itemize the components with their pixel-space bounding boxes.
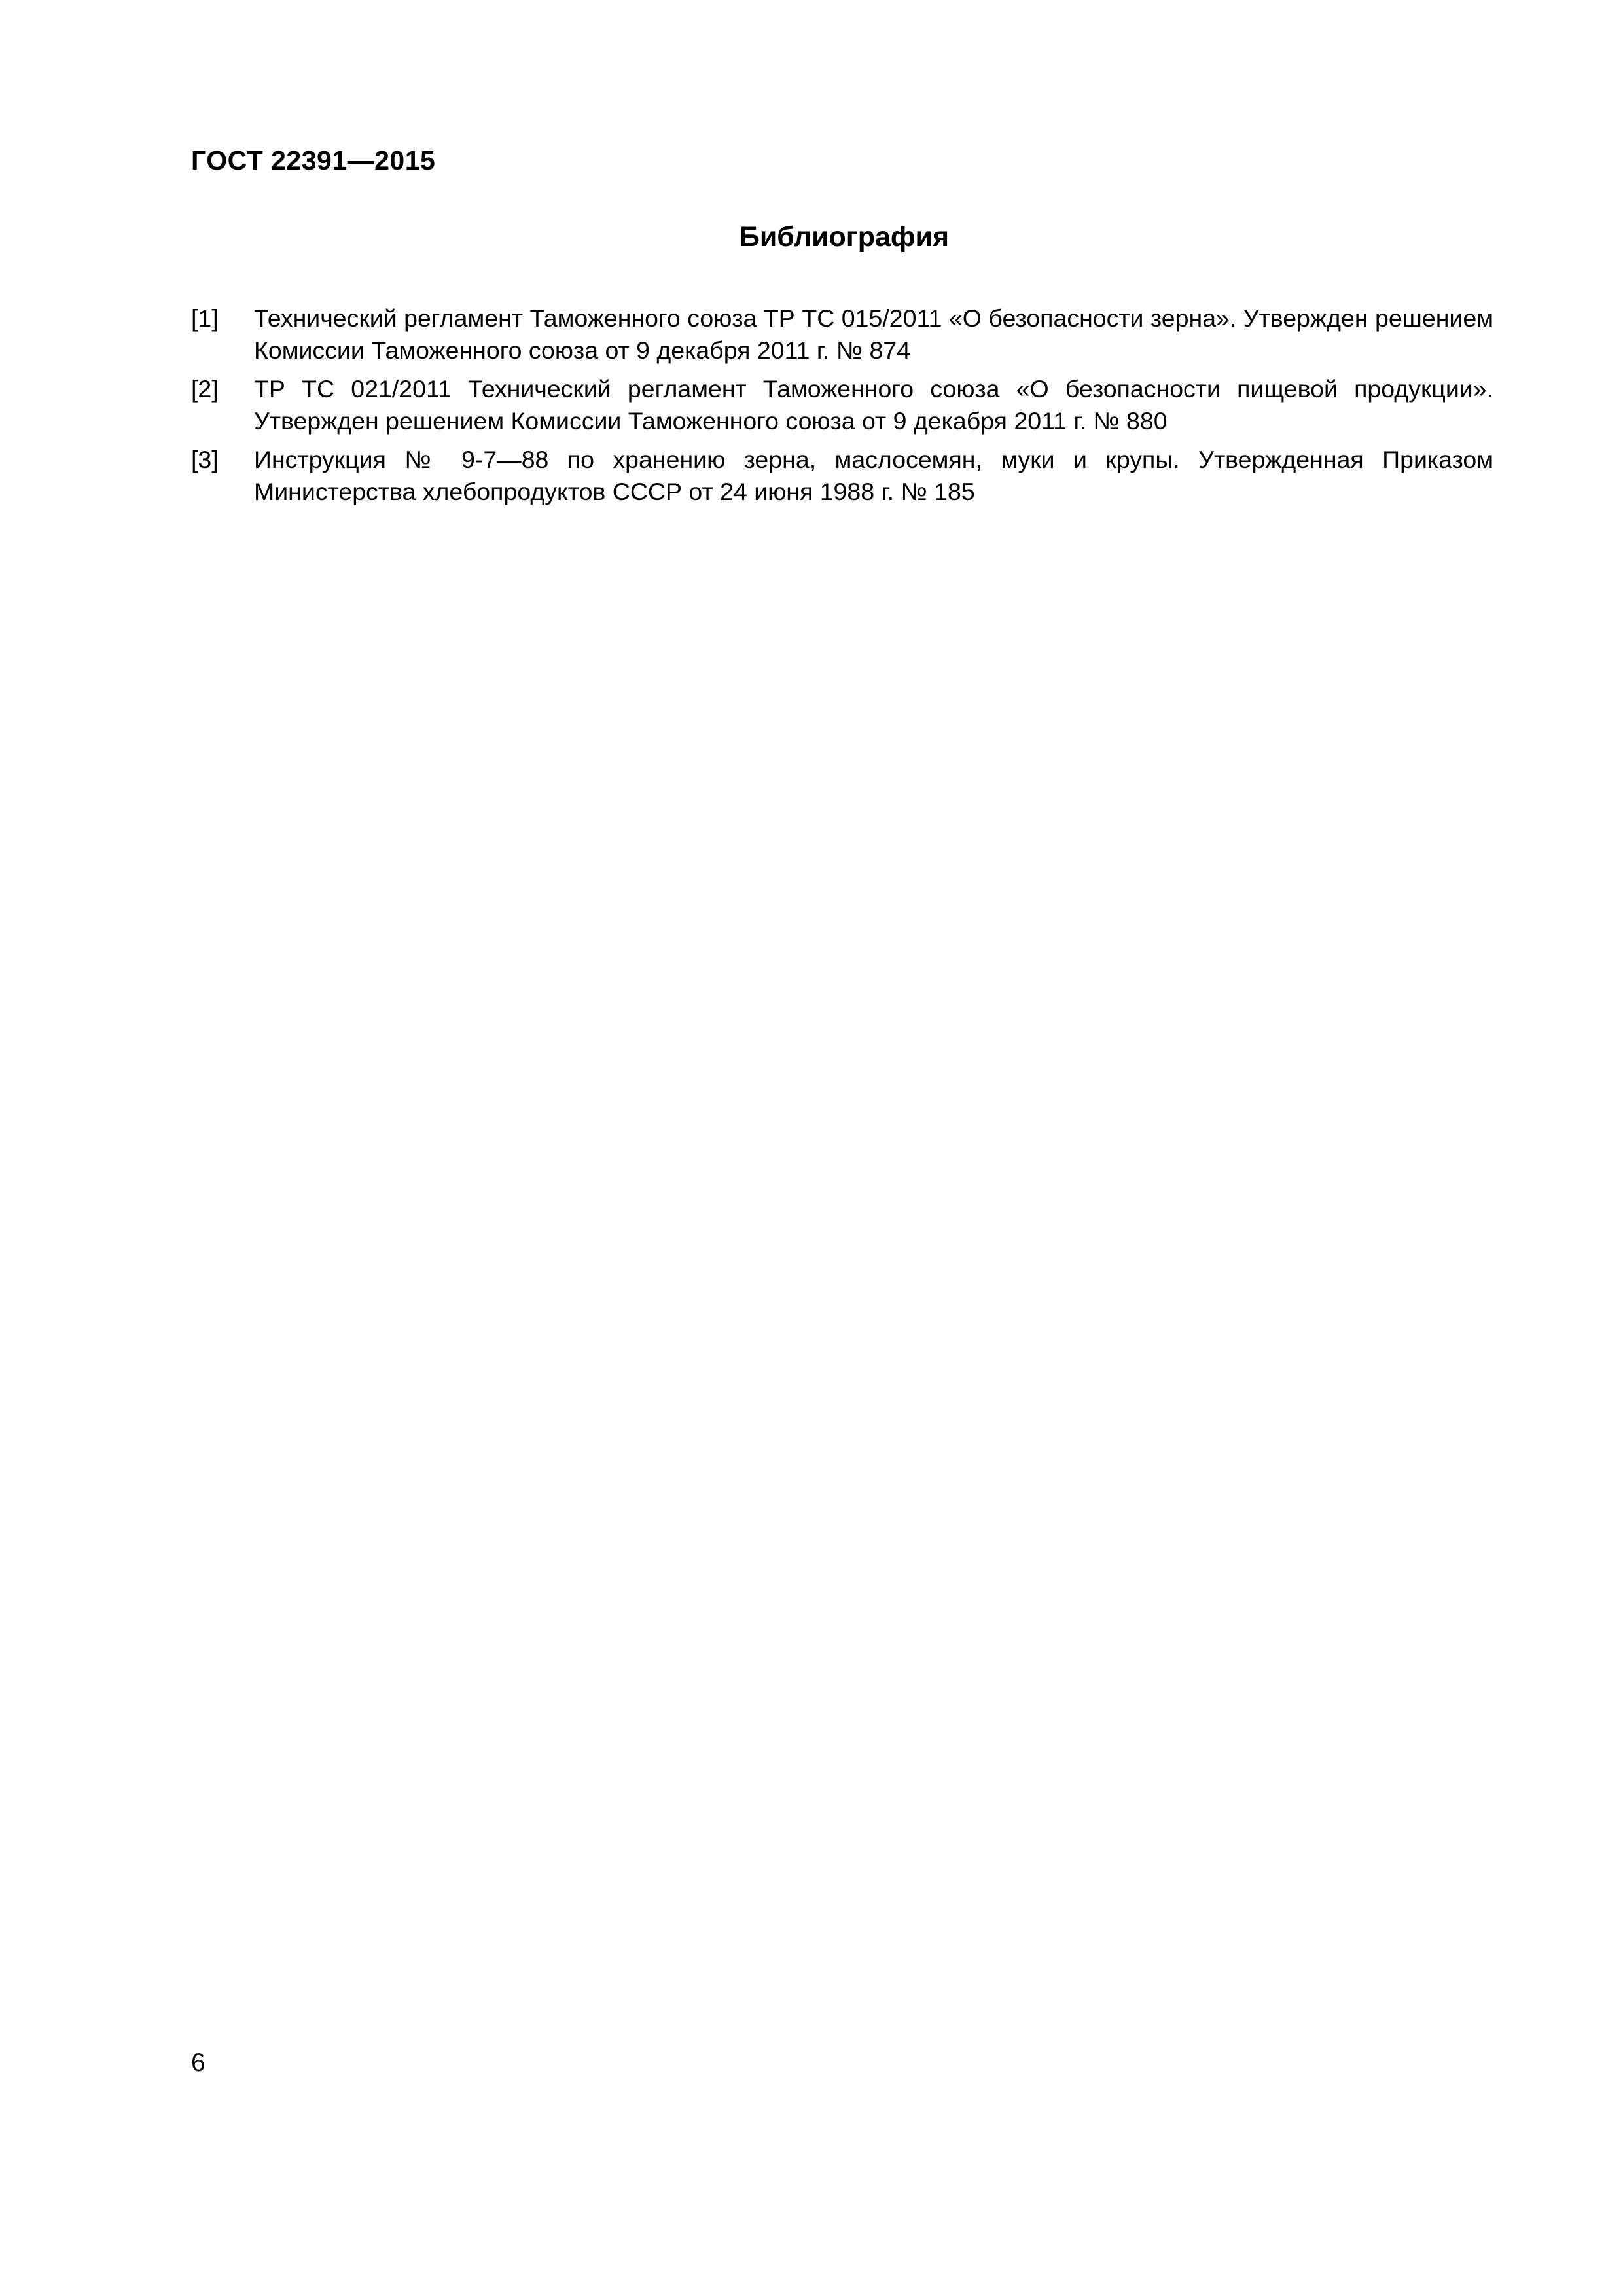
bibliography-entry-number: [2]	[191, 375, 219, 403]
bibliography-list	[191, 302, 1493, 514]
bibliography-entry-number: [1]	[191, 304, 219, 332]
bibliography-entry-text: ТР ТС 021/2011 Технический регламент Таможенного союза «О безопасности пищевой продукции». Утвержден решением Комиссии Таможенного союза от 9 декабря 2011 г. № 880	[254, 375, 1493, 435]
bibliography-entry-1	[191, 302, 1493, 367]
bibliography-entry-text: Инструкция № 9-7—88 по хранению зерна, маслосемян, муки и крупы. Утвержденная Приказом Министерства хлебопродуктов СССР от 24 июня 1988 г. № 185	[254, 446, 1493, 505]
bibliography-entry-3	[191, 444, 1493, 508]
bibliography-title: Библиография	[739, 221, 950, 253]
page-number: 6	[191, 2049, 205, 2077]
bibliography-entry-text: Технический регламент Таможенного союза ТР ТС 015/2011 «О безопасности зерна». Утвержден решением Комиссии Таможенного союза от 9 декабря 2011 г. № 874	[254, 304, 1493, 364]
bibliography-entry-2	[191, 373, 1493, 437]
standard-code-header: ГОСТ 22391—2015	[191, 145, 436, 175]
bibliography-entry-number: [3]	[191, 446, 219, 473]
